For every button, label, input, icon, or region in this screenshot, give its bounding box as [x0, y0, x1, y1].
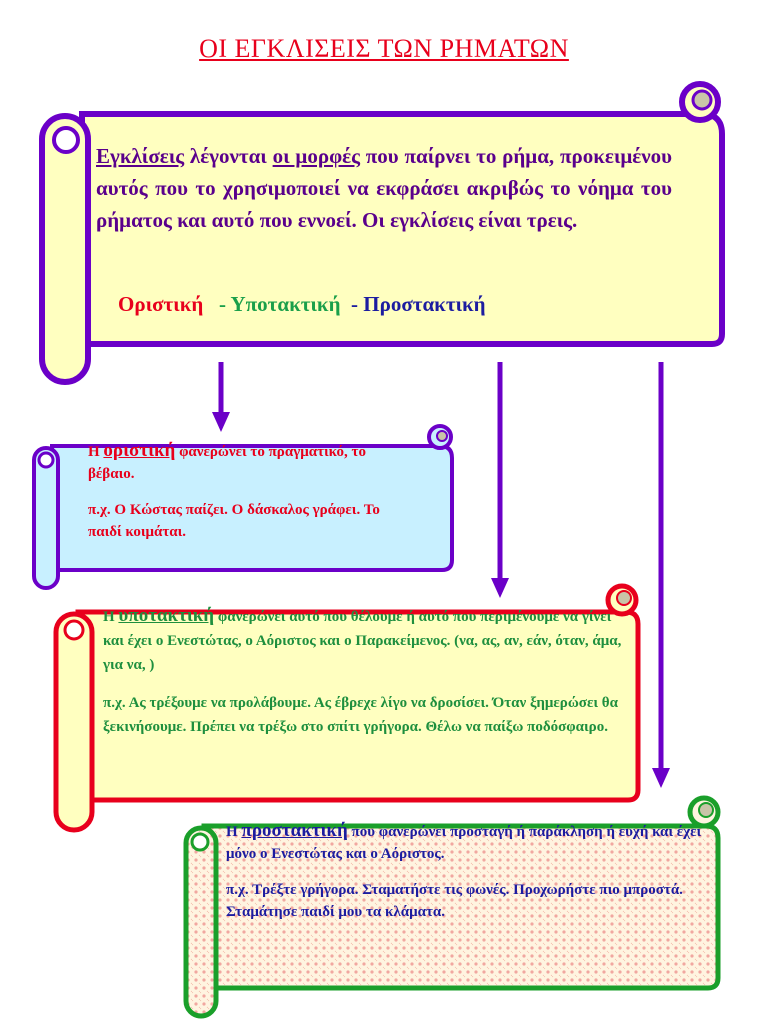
oristiki-name: οριστική — [103, 440, 176, 461]
definition-text — [96, 140, 672, 236]
prostaktiki-desc — [226, 820, 706, 865]
ypotaktiki-name: υποτακτική — [118, 605, 215, 626]
oristiki-desc — [88, 440, 408, 485]
ypotaktiki-desc — [103, 604, 623, 677]
article: Η — [103, 609, 119, 625]
mood-separator: - — [340, 292, 364, 316]
oristiki-text — [88, 440, 408, 543]
mood-separator: - — [203, 292, 231, 316]
term-oi-morfes: οι μορφές — [272, 144, 360, 168]
oristiki-example: π.χ. Ο Κώστας παίζει. Ο δάσκαλος γράφει. Το παιδί κοιμάται. — [88, 502, 380, 540]
ypotaktiki-example: π.χ. Ας τρέξουμε να προλάβουμε. Ας έβρεχε λίγο να δροσίσει. Όταν ξημερώσει θα ξεκινήσουμε. Πρέπει να τρέξω στο σπίτι γρήγορα. Θέλω να παίξω ποδόσφαιρο. — [103, 695, 618, 735]
ypotaktiki-description: φανερώνει αυτό που θέλουμε ή αυτό που περιμένουμε να γίνει και έχει ο Ενεστώτας, ο Αόριστος και ο Παρακείμενος. (να, ας, αν, εάν, όταν, άμα, για να, ) — [103, 609, 622, 673]
oristiki-description: φανερώνει το πραγματικό, το βέβαιο. — [88, 444, 366, 482]
article: Η — [88, 444, 104, 460]
mood-ypotaktiki: Υποτακτική — [230, 292, 341, 316]
definition-part: που παίρνει το ρήμα, προκειμένου αυτός που το χρησιμοποιεί να εκφράσει ακριβώς το νόημα του ρήματος και αυτό που εννοεί. Οι εγκλίσεις είναι τρεις. — [96, 144, 673, 232]
mood-prostaktiki: Προστακτική — [363, 292, 486, 316]
prostaktiki-example: π.χ. Τρέξτε γρήγορα. Σταματήστε τις φωνές. Προχωρήστε πιο μπροστά. Σταμάτησε παιδί μου τα κλάματα. — [226, 882, 683, 920]
definition-part: λέγονται — [184, 144, 273, 168]
ypotaktiki-text — [103, 604, 623, 739]
article: Η — [226, 824, 242, 840]
mood-oristiki: Οριστική — [118, 292, 204, 316]
prostaktiki-description: που φανερώνει προσταγή ή παράκληση ή ευχή και έχει μόνο ο Ενεστώτας και ο Αόριστος. — [226, 824, 702, 862]
moods-list — [118, 292, 486, 317]
prostaktiki-name: προστακτική — [241, 820, 348, 841]
term-egkliseis: Εγκλίσεις — [96, 144, 185, 168]
page-title: ΟΙ ΕΓΚΛΙΣΕΙΣ ΤΩΝ ΡΗΜΑΤΩΝ — [199, 34, 569, 63]
prostaktiki-text — [226, 820, 706, 923]
